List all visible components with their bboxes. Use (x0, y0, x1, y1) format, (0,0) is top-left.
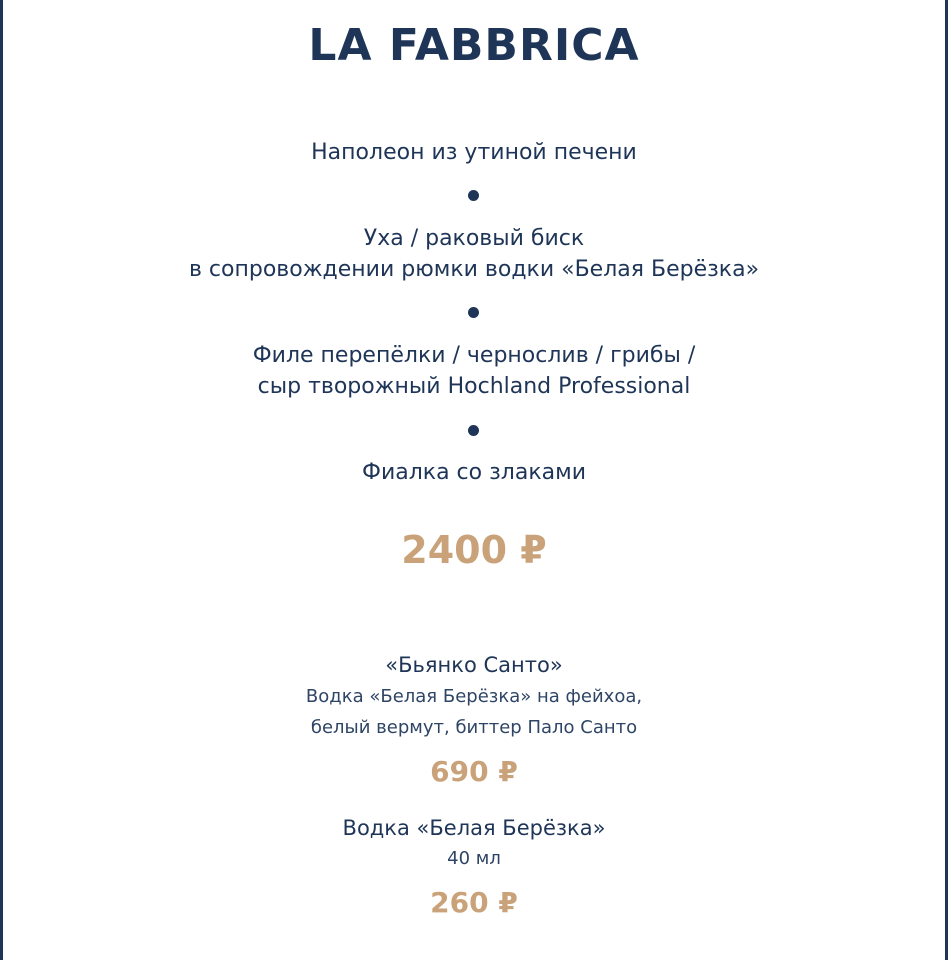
drink-1-description-line-2: белый вермут, биттер Пало Санто (310, 717, 638, 738)
course-3-line-1: Филе перепёлки / чернослив / грибы / (252, 343, 696, 368)
course-2-line-1: Уха / раковый биск (363, 226, 585, 251)
restaurant-title: LA FABBRICA (308, 20, 640, 71)
separator-dot (468, 307, 479, 318)
course-3-line-2: сыр творожный Hochland Professional (257, 374, 691, 399)
course-4-line-1: Фиалка со злаками (362, 460, 586, 485)
drink-2-price: 260 ₽ (430, 886, 518, 919)
set-price: 2400 ₽ (401, 528, 547, 572)
course-2-line-2: в сопровождении рюмки водки «Белая Берёзка» (188, 257, 760, 282)
drink-1-name: «Бьянко Санто» (385, 653, 563, 677)
drink-2-name: Водка «Белая Берёзка» (342, 816, 606, 840)
drink-2-volume: 40 мл (447, 848, 501, 869)
course-1-line-1: Наполеон из утиной печени (311, 140, 637, 165)
drink-1-price: 690 ₽ (430, 755, 518, 788)
separator-dot (468, 190, 479, 201)
separator-dot (468, 425, 479, 436)
drink-1-description-line-1: Водка «Белая Берёзка» на фейхоа, (305, 686, 643, 707)
